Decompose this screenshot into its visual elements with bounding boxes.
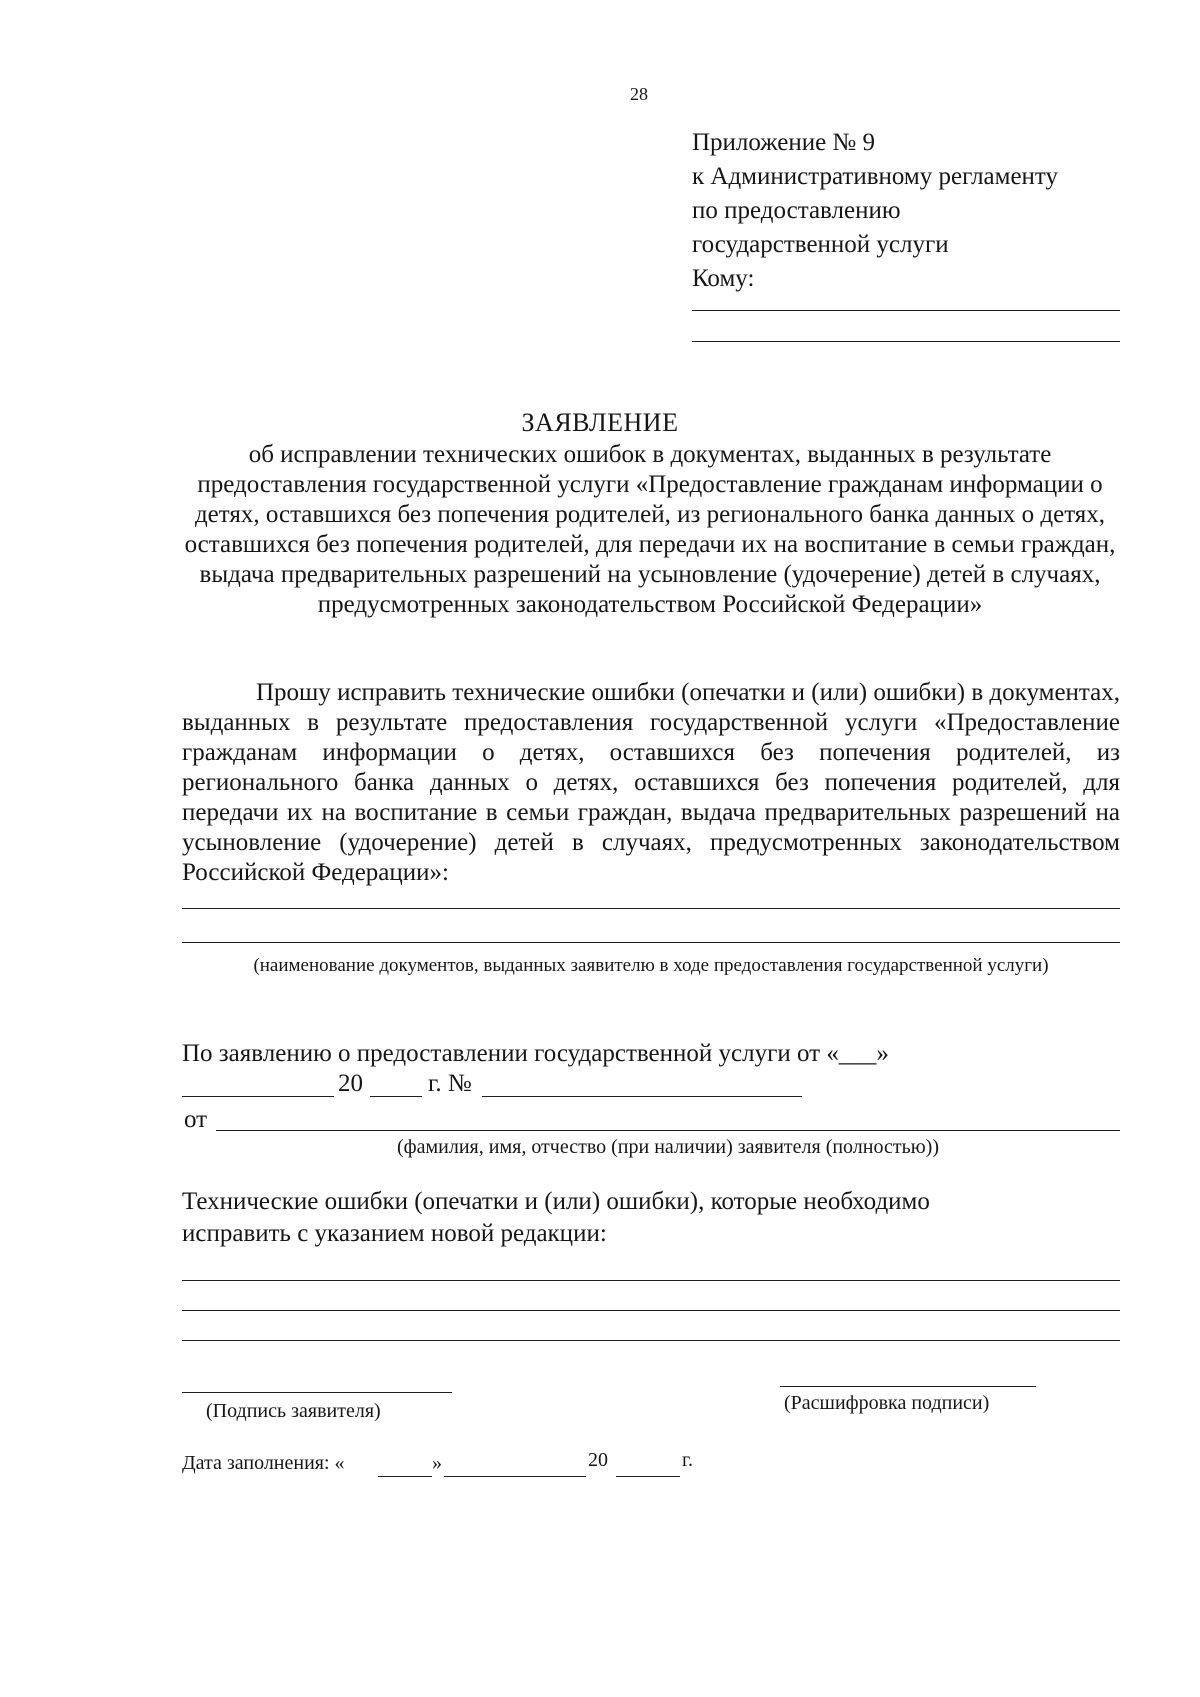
errors-line-2[interactable] [182, 1310, 1120, 1311]
applicant-caption: (фамилия, имя, отчество (при наличии) заявителя (полностью)) [397, 1136, 939, 1158]
recipient-label: Кому: [692, 265, 755, 292]
signature-line[interactable] [182, 1392, 452, 1393]
fill-date-label: Дата заполнения: « [182, 1452, 345, 1474]
fill-date-year-field[interactable] [616, 1476, 680, 1477]
appendix-regulation: к Административному регламенту [692, 163, 1059, 190]
application-date-field[interactable] [182, 1096, 334, 1097]
page-number: 28 [630, 84, 648, 104]
recipient-line-1[interactable] [692, 310, 1120, 311]
document-subtitle: об исправлении технических ошибок в документах, выданных в результате предоставления государственной услуги «Предоставление гражданам информации о детях, оставшихся без попечения родителей, из регионального банка данных о детях, оставшихся без попечения родителей, для передачи их на воспитание в семьи граждан, выдача предварительных разрешений на усыновление (удочерение) детей в случаях, предусмотренных законодательством Российской Федерации» [184, 441, 1116, 618]
errors-label-line-2: исправить с указанием новой редакции: [182, 1220, 607, 1247]
document-title: ЗАЯВЛЕНИЕ [521, 408, 679, 437]
recipient-line-2[interactable] [692, 341, 1120, 342]
documents-line-2[interactable] [182, 942, 1120, 943]
appendix-provision: по предоставлению [692, 197, 901, 224]
request-paragraph: Прошу исправить технические ошибки (опечатки и (или) ошибки) в документах, выданных в результате предоставления государственной услуги «Предоставление гражданам информации о детях, оставшихся без попечения родителей, из регионального банка данных о детях, оставшихся без попечения родителей, для передачи их на воспитание в семьи граждан, выдача предварительных разрешений на усыновление (удочерение) детей в случаях, предусмотренных законодательством Российской Федерации»: [182, 679, 1120, 886]
fill-date-close-quote: » [432, 1452, 442, 1474]
errors-line-1[interactable] [182, 1280, 1120, 1281]
application-year-field[interactable] [370, 1096, 422, 1097]
documents-line-1[interactable] [182, 908, 1120, 909]
documents-caption: (наименование документов, выданных заявителю в ходе предоставления государственной услуги) [253, 955, 1049, 976]
appendix-service: государственной услуги [692, 231, 949, 258]
errors-label-line-1: Технические ошибки (опечатки и (или) ошибки), которые необходимо [182, 1188, 930, 1215]
application-date-line: По заявлению о предоставлении государственной услуги от «___» [182, 1040, 889, 1067]
from-label: от [184, 1106, 208, 1133]
errors-line-3[interactable] [182, 1340, 1120, 1341]
signature-decode-line[interactable] [780, 1386, 1036, 1387]
applicant-name-field[interactable] [216, 1130, 1120, 1131]
fill-date-month-field[interactable] [444, 1476, 586, 1477]
fill-date-year-prefix: 20 [588, 1449, 608, 1471]
application-year-prefix: 20 [338, 1070, 363, 1097]
signature-caption: (Подпись заявителя) [206, 1400, 381, 1422]
signature-decode-caption: (Расшифровка подписи) [784, 1392, 990, 1414]
appendix-number: Приложение № 9 [692, 129, 876, 156]
application-number-label: г. № [428, 1070, 472, 1097]
fill-date-year-suffix: г. [682, 1449, 693, 1471]
application-number-field[interactable] [482, 1096, 802, 1097]
fill-date-day-field[interactable] [378, 1476, 432, 1477]
appendix-header [692, 126, 1058, 296]
